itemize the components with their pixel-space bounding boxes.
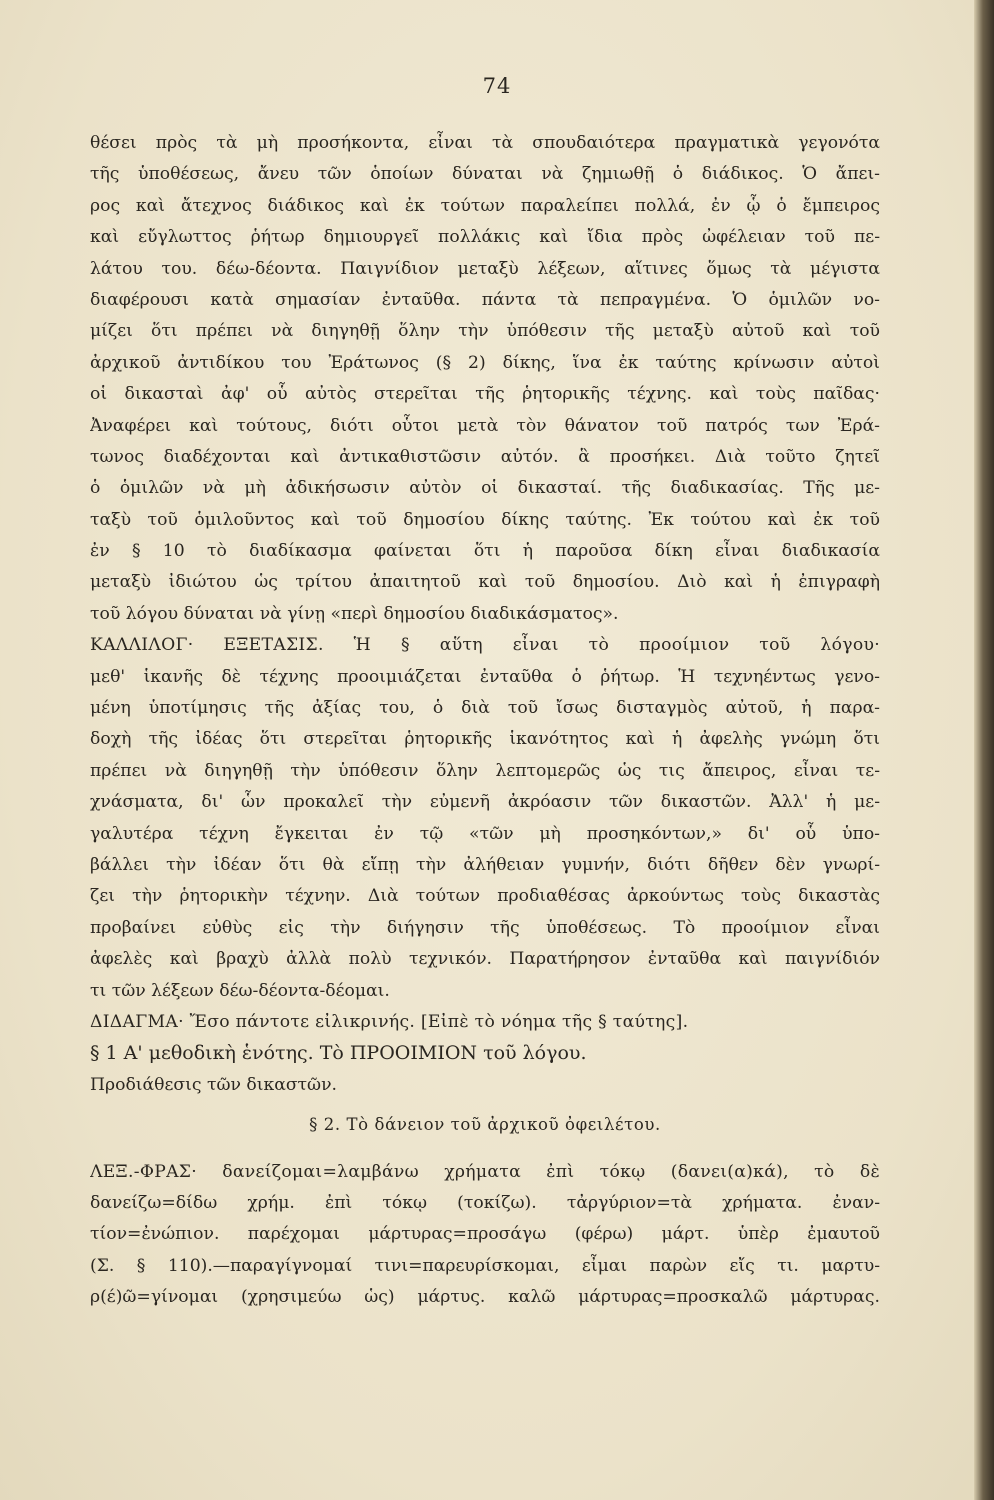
- page-number: 74: [482, 74, 512, 98]
- text-line: πρέπει νὰ διηγηθῇ τὴν ὑπόθεσιν ὅλην λεπτομερῶς ὡς τις ἄπειρος, εἶναι τε-: [90, 760, 880, 781]
- text-line: διαφέρουσι κατὰ σημασίαν ἐνταῦθα. πάντα τὰ πεπραγμένα. Ὁ ὁμιλῶν νο-: [90, 289, 880, 310]
- book-spine-shadow: [974, 0, 994, 1500]
- text-line: ἀφελὲς καὶ βραχὺ ἀλλὰ πολὺ τεχνικόν. Παρατήρησον ἐνταῦθα καὶ παιγνίδιόν: [90, 949, 880, 970]
- text-line: ταξὺ τοῦ ὁμιλοῦντος καὶ τοῦ δημοσίου δίκης ταύτης. Ἐκ τούτου καὶ ἐκ τοῦ: [90, 509, 880, 530]
- text-line: ρος καὶ ἄτεχνος διάδικος καὶ ἐκ τούτων παραλείπει πολλά, ἐν ᾧ ὁ ἔμπειρος: [90, 195, 880, 216]
- vocabulary-line: δανείζω=δίδω χρήμ. ἐπὶ τόκῳ (τοκίζω). τἀργύριον=τὰ χρήματα. ἐναν-: [90, 1192, 880, 1213]
- text-line: τῆς ὑποθέσεως, ἄνευ τῶν ὁποίων δύναται νὰ ζημιωθῇ ὁ διάδικος. Ὁ ἄπει-: [90, 164, 880, 185]
- subsection-heading: § 2. Τὸ δάνειον τοῦ ἀρχικοῦ ὀφειλέτου.: [309, 1115, 661, 1135]
- vocabulary-line: τίον=ἐνώπιον. παρέχομαι μάρτυρας=προσάγω (φέρω) μάρτ. ὑπὲρ ἐμαυτοῦ: [90, 1224, 880, 1245]
- text-line: γαλυτέρα τέχνη ἔγκειται ἐν τῷ «τῶν μὴ προσηκόντων,» δι' οὗ ὑπο-: [90, 823, 880, 844]
- text-line: Ἀναφέρει καὶ τούτους, διότι οὗτοι μετὰ τὸν θάνατον τοῦ πατρός των Ἐρά-: [90, 415, 880, 436]
- text-line: οἱ δικασταὶ ἀφ' οὗ αὐτὸς στερεῖται τῆς ῥητορικῆς τέχνης. καὶ τοὺς παῖδας·: [90, 384, 880, 405]
- unit-subheading: Προδιάθεσις τῶν δικαστῶν.: [90, 1074, 337, 1095]
- text-line: προβαίνει εὐθὺς εἰς τὴν διήγησιν τῆς ὑποθέσεως. Τὸ προοίμιον εἶναι: [90, 917, 880, 938]
- text-line: τωνος διαδέχονται καὶ ἀντικαθιστῶσιν αὐτόν. ἃ προσήκει. Διὰ τοῦτο ζητεῖ: [90, 446, 880, 467]
- unit-heading: § 1 Α' μεθοδικὴ ἑνότης. Τὸ ΠΡΟΟΙΜΙΟΝ τοῦ λόγου.: [90, 1042, 587, 1065]
- section-heading-didagma: ΔΙΔΑΓΜΑ· Ἔσο πάντοτε εἰλικρινής. [Εἰπὲ τὸ νόημα τῆς § ταύτης].: [90, 1011, 689, 1032]
- text-line: τι τῶν λέξεων δέω-δέοντα-δέομαι.: [90, 980, 390, 1001]
- text-line: χνάσματα, δι' ὧν προκαλεῖ τὴν εὐμενῆ ἀκρόασιν τῶν δικαστῶν. Ἀλλ' ἡ με-: [90, 792, 880, 813]
- text-line: λάτου του. δέω-δέοντα. Παιγνίδιον μεταξὺ λέξεων, αἵτινες ὅμως τὰ μέγιστα: [90, 258, 880, 279]
- text-line: καὶ εὔγλωττος ῥήτωρ δημιουργεῖ πολλάκις καὶ ἴδια πρὸς ὠφέλειαν τοῦ πε-: [90, 227, 880, 248]
- text-line: ζει τὴν ῥητορικὴν τέχνην. Διὰ τούτων προδιαθέσας ἀρκούντως τοὺς δικαστὰς: [90, 886, 880, 907]
- section-heading-kalliloges-exetasis: ΚΑΛΛΙΛΟΓ· ΕΞΕΤΑΣΙΣ. Ἡ § αὕτη εἶναι τὸ προοίμιον τοῦ λόγου·: [90, 635, 880, 656]
- page-body-text: [90, 128, 880, 1313]
- text-line: μίζει ὅτι πρέπει νὰ διηγηθῇ ὅλην τὴν ὑπόθεσιν τῆς μεταξὺ αὐτοῦ καὶ τοῦ: [90, 321, 880, 342]
- text-line: βάλλει τὴν ἰδέαν ὅτι θὰ εἴπῃ τὴν ἀλήθειαν γυμνήν, διότι δῆθεν δὲν γνωρί-: [90, 854, 880, 875]
- vocabulary-line: ΛΕΞ.-ΦΡΑΣ· δανείζομαι=λαμβάνω χρήματα ἐπὶ τόκῳ (δανει(α)κά), τὸ δὲ: [90, 1161, 880, 1182]
- text-line: μεθ' ἱκανῆς δὲ τέχνης προοιμιάζεται ἐνταῦθα ὁ ῥήτωρ. Ἡ τεχνηέντως γενο-: [90, 666, 880, 687]
- text-line: ἐν § 10 τὸ διαδίκασμα φαίνεται ὅτι ἡ παροῦσα δίκη εἶναι διαδικασία: [90, 541, 880, 562]
- vocabulary-line: (Σ. § 110).—παραγίγνομαί τινι=παρευρίσκομαι, εἶμαι παρὼν εἴς τι. μαρτυ-: [90, 1255, 880, 1276]
- text-line: ὁ ὁμιλῶν νὰ μὴ ἀδικήσωσιν αὐτὸν οἱ δικασταί. τῆς διαδικασίας. Τῆς με-: [90, 478, 880, 499]
- text-line: θέσει πρὸς τὰ μὴ προσήκοντα, εἶναι τὰ σπουδαιότερα πραγματικὰ γεγονότα: [90, 133, 880, 153]
- text-line: μεταξὺ ἰδιώτου ὡς τρίτου ἀπαιτητοῦ καὶ τοῦ δημοσίου. Διὸ καὶ ἡ ἐπιγραφὴ: [90, 572, 880, 593]
- vocabulary-line: ρ(έ)ῶ=γίνομαι (χρησιμεύω ὡς) μάρτυς. καλῶ μάρτυρας=προσκαλῶ μάρτυρας.: [90, 1287, 880, 1308]
- text-line: δοχὴ τῆς ἰδέας ὅτι στερεῖται ῥητορικῆς ἱκανότητος καὶ ἡ ἀφελὴς γνώμη ὅτι: [90, 729, 880, 750]
- text-line: τοῦ λόγου δύναται νὰ γίνῃ «περὶ δημοσίου διαδικάσματος».: [90, 603, 619, 624]
- text-line: μένη ὑποτίμησις τῆς ἀξίας του, ὁ διὰ τοῦ ἴσως δισταγμὸς αὐτοῦ, ἡ παρα-: [90, 698, 880, 719]
- text-line: ἀρχικοῦ ἀντιδίκου του Ἐράτωνος (§ 2) δίκης, ἵνα ἐκ ταύτης κρίνωσιν αὐτοὶ: [90, 352, 880, 373]
